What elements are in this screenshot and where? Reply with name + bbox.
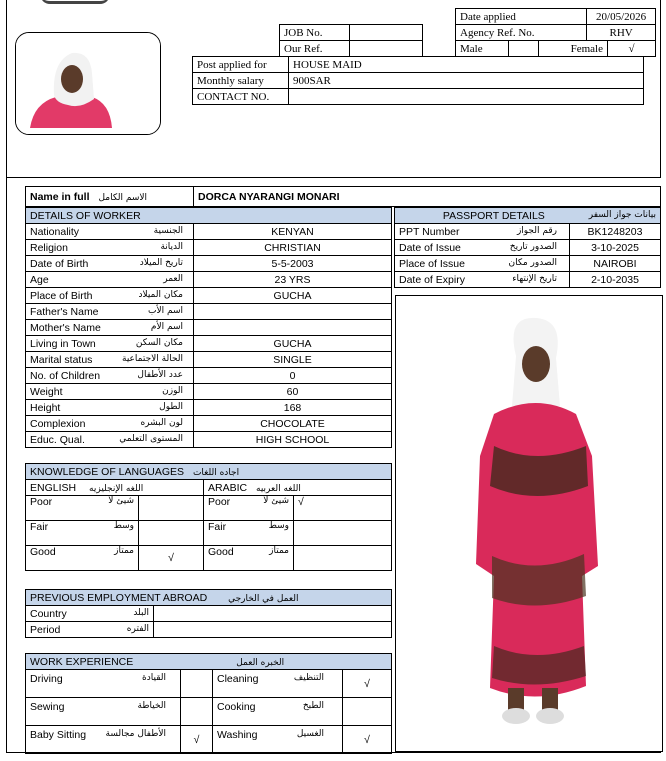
worker-label-ar: عدد الأطفال [137,369,183,380]
male-check[interactable] [509,41,539,57]
passport-field-value[interactable]: 2-10-2035 [570,272,661,288]
passport-field-value[interactable]: BK1248203 [570,224,661,240]
country-label-ar: البلد [133,607,149,618]
skill-label [213,670,343,698]
worker-label: Educ. Qual. [30,433,85,446]
worker-label-ar: الطول [159,401,183,412]
worker-row [26,400,392,416]
skill-label [26,670,181,698]
passport-field-label [395,272,570,288]
worker-label-ar: لون البشره [140,417,183,428]
skill-name-ar: الخياطة [137,701,166,711]
worker-label: Complexion [30,417,86,430]
level-label: Good [208,546,234,558]
worker-label: Weight [30,385,63,398]
level-label: Fair [30,521,49,533]
level-label-ar: وسط [268,521,289,531]
level-label: Poor [208,496,231,508]
worker-label-ar: الحالة الاجتماعية [122,353,183,364]
country-label: Country [30,607,67,620]
agency-table [455,8,656,57]
experience-row [26,670,392,698]
frame-left-bottom [6,178,7,753]
experience-row [26,698,392,726]
worker-label: Marital status [30,353,93,366]
passport-row [395,224,661,240]
skill-check[interactable] [181,698,213,726]
passport-row [395,240,661,256]
worker-label-ar: الوزن [162,385,183,396]
worker-field-value[interactable]: CHRISTIAN [194,240,392,256]
arabic-label-ar: اللغه العربيه [256,483,301,494]
job-no-value[interactable] [350,25,423,41]
experience-title-ar: الخبره العمل [236,657,285,668]
worker-label-ar: المستوى التعلمي [119,433,183,444]
level-label-ar: شيئ لا [108,496,134,506]
full-body-photo [395,295,663,752]
passport-field-label [395,256,570,272]
level-label-ar: وسط [113,521,134,531]
worker-field-label [26,304,194,320]
skill-name: Sewing [30,701,65,713]
worker-row [26,272,392,288]
worker-field-label [26,224,194,240]
english-level-check[interactable] [139,496,204,521]
skill-name: Driving [30,673,63,685]
english-level-check[interactable]: √ [139,546,204,571]
job-ref-table [279,24,423,57]
skill-name: Cooking [217,701,256,713]
worker-label: Date of Birth [30,257,89,270]
agency-ref-label: Agency Ref. No. [456,25,587,41]
skill-label [26,698,181,726]
worker-field-value[interactable]: HIGH SCHOOL [194,432,392,448]
passport-label: Date of Expiry [399,273,465,286]
worker-label-ar: الجنسية [153,225,183,236]
worker-row [26,288,392,304]
skill-label [213,726,343,754]
worker-label-ar: اسم الأب [148,305,183,316]
passport-label: Place of Issue [399,257,465,270]
logo-fragment [40,0,110,4]
contact-label: CONTACT NO. [193,89,289,105]
worker-row [26,304,392,320]
english-level-label [26,496,139,521]
language-level-row [26,496,392,521]
date-applied-label: Date applied [456,9,587,25]
worker-row [26,384,392,400]
arabic-level-check[interactable]: √ [294,496,392,521]
our-ref-label: Our Ref. [280,41,350,57]
our-ref-value[interactable] [350,41,423,57]
language-level-row [26,521,392,546]
passport-title: PASSPORT DETAILS [442,209,545,222]
passport-label-ar: الصدور تاريخ [509,241,557,252]
worker-row [26,368,392,384]
passport-label: PPT Number [399,225,460,238]
worker-field-value[interactable]: 168 [194,400,392,416]
worker-field-label [26,384,194,400]
post-table [192,56,644,105]
worker-row [26,256,392,272]
worker-field-value[interactable]: KENYAN [194,224,392,240]
worker-row [26,240,392,256]
salary-label: Monthly salary [193,73,289,89]
date-applied-value: 20/05/2026 [587,9,656,25]
skill-name-ar: الغسيل [296,729,324,739]
passport-field-label [395,240,570,256]
worker-label-ar: الديانة [160,241,183,252]
languages-title-ar: اجاده اللغات [192,467,240,478]
worker-field-value[interactable]: GUCHA [194,336,392,352]
worker-field-value[interactable]: 23 YRS [194,272,392,288]
worker-title: DETAILS OF WORKER [26,208,392,224]
english-level-label [26,546,139,571]
experience-row [26,726,392,754]
worker-label-ar: تاريخ الميلاد [139,257,183,268]
passport-field-label [395,224,570,240]
male-label: Male [456,41,509,57]
skill-check[interactable]: √ [181,726,213,754]
english-label-ar: اللغه الإنجليزيه [89,483,144,494]
language-level-row [26,546,392,571]
passport-field-value[interactable]: NAIROBI [570,256,661,272]
passport-label: Date of Issue [399,241,461,254]
passport-row [395,272,661,288]
languages-table [25,463,392,571]
skill-label [213,698,343,726]
skill-check[interactable] [181,670,213,698]
country-value[interactable] [154,606,392,622]
worker-row [26,432,392,448]
worker-label: Nationality [30,225,80,238]
skill-name-ar: الطبخ [302,701,324,711]
name-label-ar: الاسم الكامل [98,192,148,203]
skill-label [26,726,181,754]
worker-label: Height [30,401,61,414]
previous-title-ar: العمل في الخارجي [228,593,299,604]
skill-check[interactable]: √ [343,670,392,698]
worker-row [26,416,392,432]
english-level-label [26,521,139,546]
worker-row [26,224,392,240]
level-label: Good [30,546,56,558]
english-level-check[interactable] [139,521,204,546]
passport-label-ar: تاريخ الإنتهاء [512,273,557,284]
worker-label-ar: مكان السكن [135,337,183,348]
post-value[interactable]: HOUSE MAID [289,57,644,73]
previous-title: PREVIOUS EMPLOYMENT ABROAD [30,591,208,604]
level-label-ar: ممتاز [114,546,134,556]
period-label: Period [30,623,61,636]
agency-ref-value: RHV [587,25,656,41]
worker-row [26,320,392,336]
passport-table [394,207,661,288]
skill-name-ar: التنظيف [293,673,324,683]
post-label: Post applied for [193,57,289,73]
worker-label: Religion [30,241,68,254]
skill-name: Baby Sitting [30,729,87,741]
worker-field-value[interactable]: 60 [194,384,392,400]
level-label: Poor [30,496,53,508]
worker-label-ar: العمر [163,273,183,284]
worker-field-value[interactable]: 5-5-2003 [194,256,392,272]
worker-field-label [26,272,194,288]
skill-check[interactable] [343,698,392,726]
arabic-level-label [204,521,294,546]
worker-field-label [26,368,194,384]
female-label: Female [539,41,608,57]
worker-label: Mother's Name [30,321,101,334]
skill-name: Washing [217,729,258,741]
previous-employment-table [25,589,392,638]
english-label: ENGLISH [30,481,77,494]
period-value[interactable] [154,622,392,638]
passport-title-ar: بيانات جواز السفر [588,209,656,220]
period-label-ar: الفتره [126,623,149,634]
worker-field-label [26,432,194,448]
frame-right-top [660,0,661,178]
salary-value[interactable]: 900SAR [289,73,644,89]
name-table [25,186,661,207]
skill-name-ar: القيادة [142,673,166,683]
worker-field-label [26,320,194,336]
passport-field-value[interactable]: 3-10-2025 [570,240,661,256]
worker-label-ar: اسم الأم [150,321,183,332]
arabic-label: ARABIC [208,481,248,494]
work-experience-table [25,653,392,754]
worker-label: Age [30,273,49,286]
frame-left-top [6,0,7,178]
worker-field-label [26,288,194,304]
worker-label: Father's Name [30,305,99,318]
level-label: Fair [208,521,227,533]
arabic-level-check[interactable] [294,521,392,546]
job-no-label: JOB No. [280,25,350,41]
passport-row [395,256,661,272]
skill-name: Cleaning [217,673,259,685]
worker-field-value[interactable]: 0 [194,368,392,384]
frame-divider [6,177,661,178]
worker-field-label [26,336,194,352]
worker-field-label [26,400,194,416]
arabic-level-label [204,496,294,521]
worker-row [26,336,392,352]
arabic-level-check[interactable] [294,546,392,571]
worker-label: No. of Children [30,369,101,382]
worker-field-label [26,352,194,368]
arabic-level-label [204,546,294,571]
female-check[interactable]: √ [608,41,656,57]
name-label: Name in full [30,190,90,203]
worker-field-value[interactable] [194,304,392,320]
worker-label-ar: مكان الميلاد [138,289,183,300]
name-value[interactable]: DORCA NYARANGI MONARI [194,187,661,207]
worker-field-label [26,256,194,272]
passport-label-ar: رقم الجواز [516,225,557,236]
skill-check[interactable]: √ [343,726,392,754]
experience-title: WORK EXPERIENCE [30,655,134,668]
worker-field-label [26,416,194,432]
worker-label: Living in Town [30,337,96,350]
worker-label: Place of Birth [30,289,93,302]
worker-field-value[interactable]: CHOCOLATE [194,416,392,432]
level-label-ar: شيئ لا [263,496,289,506]
worker-table [25,207,392,448]
level-label-ar: ممتاز [269,546,289,556]
worker-field-value[interactable] [194,320,392,336]
languages-title: KNOWLEDGE OF LANGUAGES [30,465,185,478]
skill-name-ar: الأطفال مجالسة [105,729,166,739]
worker-field-label [26,240,194,256]
contact-value[interactable] [289,89,644,105]
worker-field-value[interactable]: GUCHA [194,288,392,304]
worker-row [26,352,392,368]
worker-field-value[interactable]: SINGLE [194,352,392,368]
portrait-photo [15,32,161,135]
passport-label-ar: الصدور مكان [508,257,557,268]
